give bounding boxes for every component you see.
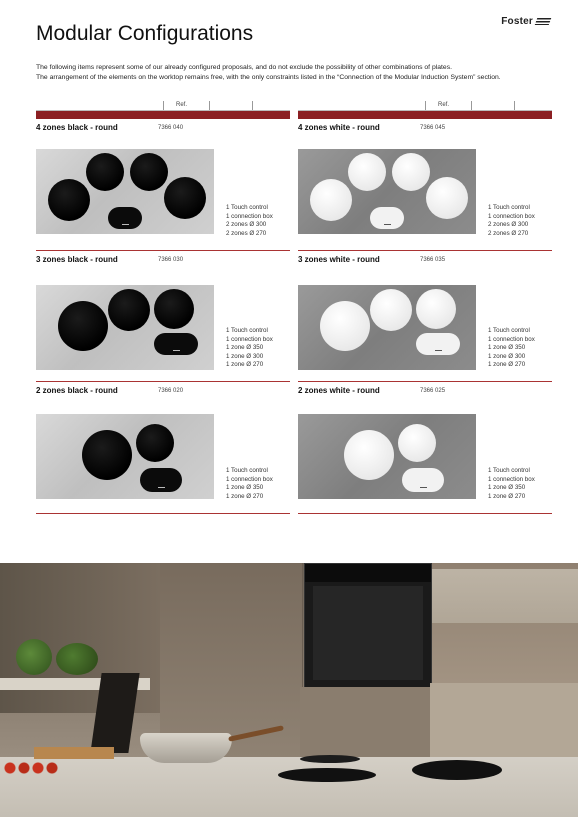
cooking-zone — [82, 430, 132, 480]
spec-line: 1 zone Ø 350 — [226, 344, 264, 352]
hob-image — [36, 285, 214, 370]
spec-line: 1 zone Ø 350 — [488, 344, 526, 352]
hob-image — [36, 414, 214, 499]
cooking-zone — [392, 153, 430, 191]
brand-logo — [501, 16, 550, 27]
spec-line: 1 zone Ø 300 — [488, 352, 526, 360]
config-ref: 7366 030 — [158, 257, 184, 263]
config-ref: 7366 035 — [420, 257, 446, 263]
config-ref: 7366 025 — [420, 388, 446, 394]
spec-line: 2 zones Ø 300 — [226, 221, 267, 229]
section-divider — [36, 381, 290, 382]
touch-control — [370, 207, 404, 229]
cooking-zone — [58, 301, 108, 351]
ref-label: Ref. — [176, 102, 188, 108]
cooking-zone — [154, 289, 194, 329]
cooking-zone — [426, 177, 468, 219]
spec-line: 1 connection box — [226, 335, 273, 343]
cooking-zone — [370, 289, 412, 331]
spec-line: 1 zone Ø 350 — [226, 484, 264, 492]
cooking-zone — [86, 153, 124, 191]
config-specs — [488, 204, 535, 238]
config-ref: 7366 045 — [420, 125, 446, 131]
cooking-zone — [320, 301, 370, 351]
spec-line: 1 Touch control — [488, 327, 530, 334]
cooking-zone — [130, 153, 168, 191]
header-bar — [298, 111, 552, 119]
section-divider — [298, 250, 552, 251]
config-specs — [226, 327, 273, 370]
touch-control — [154, 333, 198, 355]
intro-text — [36, 63, 556, 82]
spec-line: 1 zone Ø 300 — [226, 352, 264, 360]
hob-image — [298, 285, 476, 370]
cooking-zone — [108, 289, 150, 331]
config-title: 2 zones black - round — [36, 386, 118, 395]
intro-line-2: The arrangement of the elements on the worktop remains free, with the only constraints listed in the “Connection of the Modular Induction System” section. — [36, 73, 501, 81]
config-title: 2 zones white - round — [298, 386, 380, 395]
spec-line: 2 zones Ø 270 — [488, 229, 529, 237]
pan — [140, 733, 232, 763]
hob-image — [298, 149, 476, 234]
cooking-zone — [412, 760, 502, 780]
cooking-zone — [416, 289, 456, 329]
spec-line: 1 Touch control — [226, 467, 268, 474]
page-title: Modular Configurations — [36, 22, 254, 45]
spec-line: 1 Touch control — [226, 327, 268, 334]
touch-control — [108, 207, 142, 229]
cooking-zone — [310, 179, 352, 221]
spec-line: 1 connection box — [226, 212, 273, 220]
ref-header — [36, 101, 290, 111]
section-divider — [36, 250, 290, 251]
spec-line: 1 connection box — [488, 475, 535, 483]
config-specs — [226, 467, 273, 501]
config-ref: 7366 020 — [158, 388, 184, 394]
spec-line: 1 Touch control — [488, 467, 530, 474]
spec-line: 2 zones Ø 300 — [488, 221, 529, 229]
cooking-zone — [48, 179, 90, 221]
brand-name: Foster — [501, 16, 533, 27]
spec-line: 1 zone Ø 270 — [488, 361, 526, 369]
hob-image — [298, 414, 476, 499]
ref-header — [298, 101, 552, 111]
cooking-zone — [136, 424, 174, 462]
ref-label: Ref. — [438, 102, 450, 108]
spec-line: 1 connection box — [226, 475, 273, 483]
config-ref: 7366 040 — [158, 125, 184, 131]
spec-line: 1 Touch control — [226, 204, 268, 211]
touch-control — [402, 468, 444, 492]
hob-image — [36, 149, 214, 234]
spec-line: 1 zone Ø 270 — [488, 492, 526, 500]
touch-control — [416, 333, 460, 355]
spec-line: 1 zone Ø 270 — [226, 492, 264, 500]
cooking-zone — [348, 153, 386, 191]
spec-line: 1 zone Ø 350 — [488, 484, 526, 492]
column-white — [298, 101, 552, 500]
config-specs — [488, 467, 535, 501]
spec-line: 1 zone Ø 270 — [226, 361, 264, 369]
config-title: 4 zones black - round — [36, 123, 118, 132]
spec-line: 1 Touch control — [488, 204, 530, 211]
config-title: 3 zones white - round — [298, 255, 380, 264]
intro-line-1: The following items represent some of our already configured proposals, and do not exclude the possibility of other combinations of plates. — [36, 64, 452, 71]
spec-line: 2 zones Ø 270 — [226, 229, 267, 237]
cooking-zone — [164, 177, 206, 219]
cooking-zone — [278, 768, 376, 782]
config-title: 4 zones white - round — [298, 123, 380, 132]
config-title: 3 zones black - round — [36, 255, 118, 264]
column-black — [36, 101, 290, 500]
oven — [304, 563, 432, 689]
kitchen-photo — [0, 563, 578, 817]
spec-line: 1 connection box — [488, 335, 535, 343]
spec-line: 1 connection box — [488, 212, 535, 220]
section-divider — [298, 381, 552, 382]
section-divider — [36, 513, 290, 514]
touch-control — [140, 468, 182, 492]
cooking-zone — [398, 424, 436, 462]
cooking-zone — [344, 430, 394, 480]
header-bar — [36, 111, 290, 119]
section-divider — [298, 513, 552, 514]
brand-stripes-icon — [535, 18, 552, 25]
config-specs — [226, 204, 273, 238]
config-specs — [488, 327, 535, 370]
